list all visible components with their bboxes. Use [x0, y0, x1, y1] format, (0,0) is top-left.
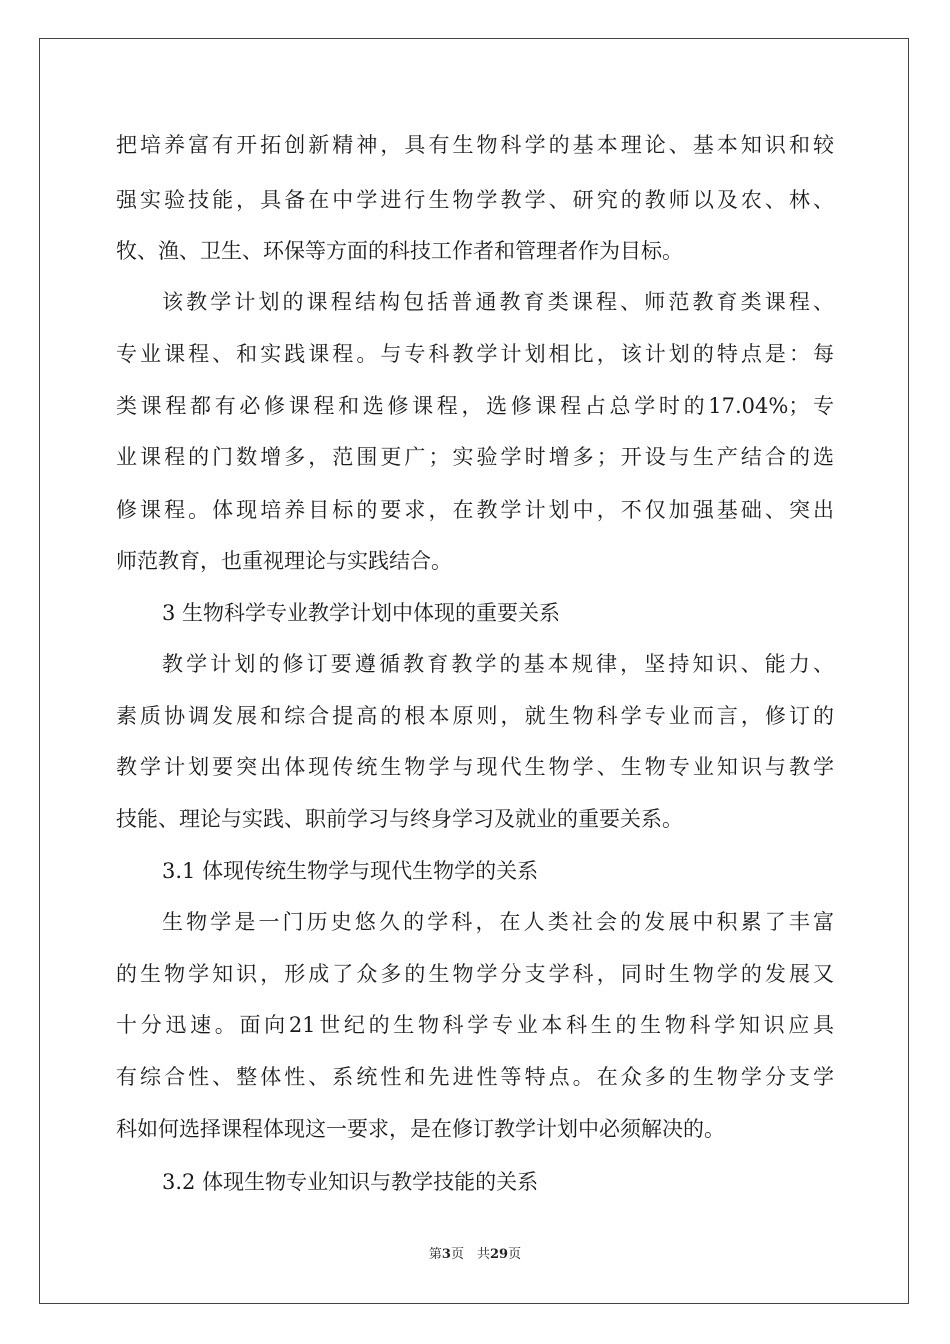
text-line: 把培养富有开拓创新精神，具有生物科学的基本理论、基本知识和较 — [116, 133, 834, 157]
paragraph-first-line: 3 生物科学专业教学计划中体现的重要关系 — [162, 601, 561, 625]
text-line: 牧、渔、卫生、环保等方面的科技工作者和管理者作为目标。 — [116, 239, 683, 263]
footer-prefix: 第 — [428, 1247, 442, 1262]
paragraph-first-line: 3.2 体现生物专业知识与教学技能的关系 — [162, 1170, 539, 1194]
page-number: 3 — [441, 1247, 451, 1262]
paragraph-first-line: 该教学计划的课程结构包括普通教育类课程、师范教育类课程、 — [162, 290, 834, 314]
footer-suffix: 页 — [508, 1247, 522, 1262]
text-line: 业课程的门数增多，范围更广；实验学时增多；开设与生产结合的选 — [116, 445, 834, 469]
text-line: 专业课程、和实践课程。与专科教学计划相比，该计划的特点是：每 — [116, 342, 834, 366]
footer-mid: 页 共 — [450, 1247, 490, 1262]
page-footer — [0, 1246, 950, 1264]
text-line: 技能、理论与实践、职前学习与终身学习及就业的重要关系。 — [116, 807, 683, 831]
text-line: 教学计划要突出体现传统生物学与现代生物学、生物专业知识与教学 — [116, 755, 834, 779]
text-line: 的生物学知识，形成了众多的生物学分支学科，同时生物学的发展又 — [116, 962, 834, 986]
text-line: 十分迅速。面向21世纪的生物科学专业本科生的生物科学知识应具 — [116, 1013, 834, 1037]
paragraph-first-line: 3.1 体现传统生物学与现代生物学的关系 — [162, 859, 539, 883]
text-line: 科如何选择课程体现这一要求，是在修订教学计划中必须解决的。 — [116, 1117, 725, 1141]
text-line: 强实验技能，具备在中学进行生物学教学、研究的教师以及农、林、 — [116, 188, 834, 212]
text-line: 有综合性、整体性、系统性和先进性等特点。在众多的生物学分支学 — [116, 1065, 834, 1089]
total-pages: 29 — [489, 1247, 509, 1262]
text-line: 类课程都有必修课程和选修课程，选修课程占总学时的17.04%；专 — [116, 394, 834, 418]
text-line: 素质协调发展和综合提高的根本原则，就生物科学专业而言，修订的 — [116, 704, 834, 728]
paragraph-first-line: 生物学是一门历史悠久的学科，在人类社会的发展中积累了丰富 — [162, 910, 834, 934]
paragraph-first-line: 教学计划的修订要遵循教育教学的基本规律，坚持知识、能力、 — [162, 652, 834, 676]
text-line: 师范教育，也重视理论与实践结合。 — [116, 549, 452, 573]
text-line: 修课程。体现培养目标的要求，在教学计划中，不仅加强基础、突出 — [116, 498, 834, 522]
